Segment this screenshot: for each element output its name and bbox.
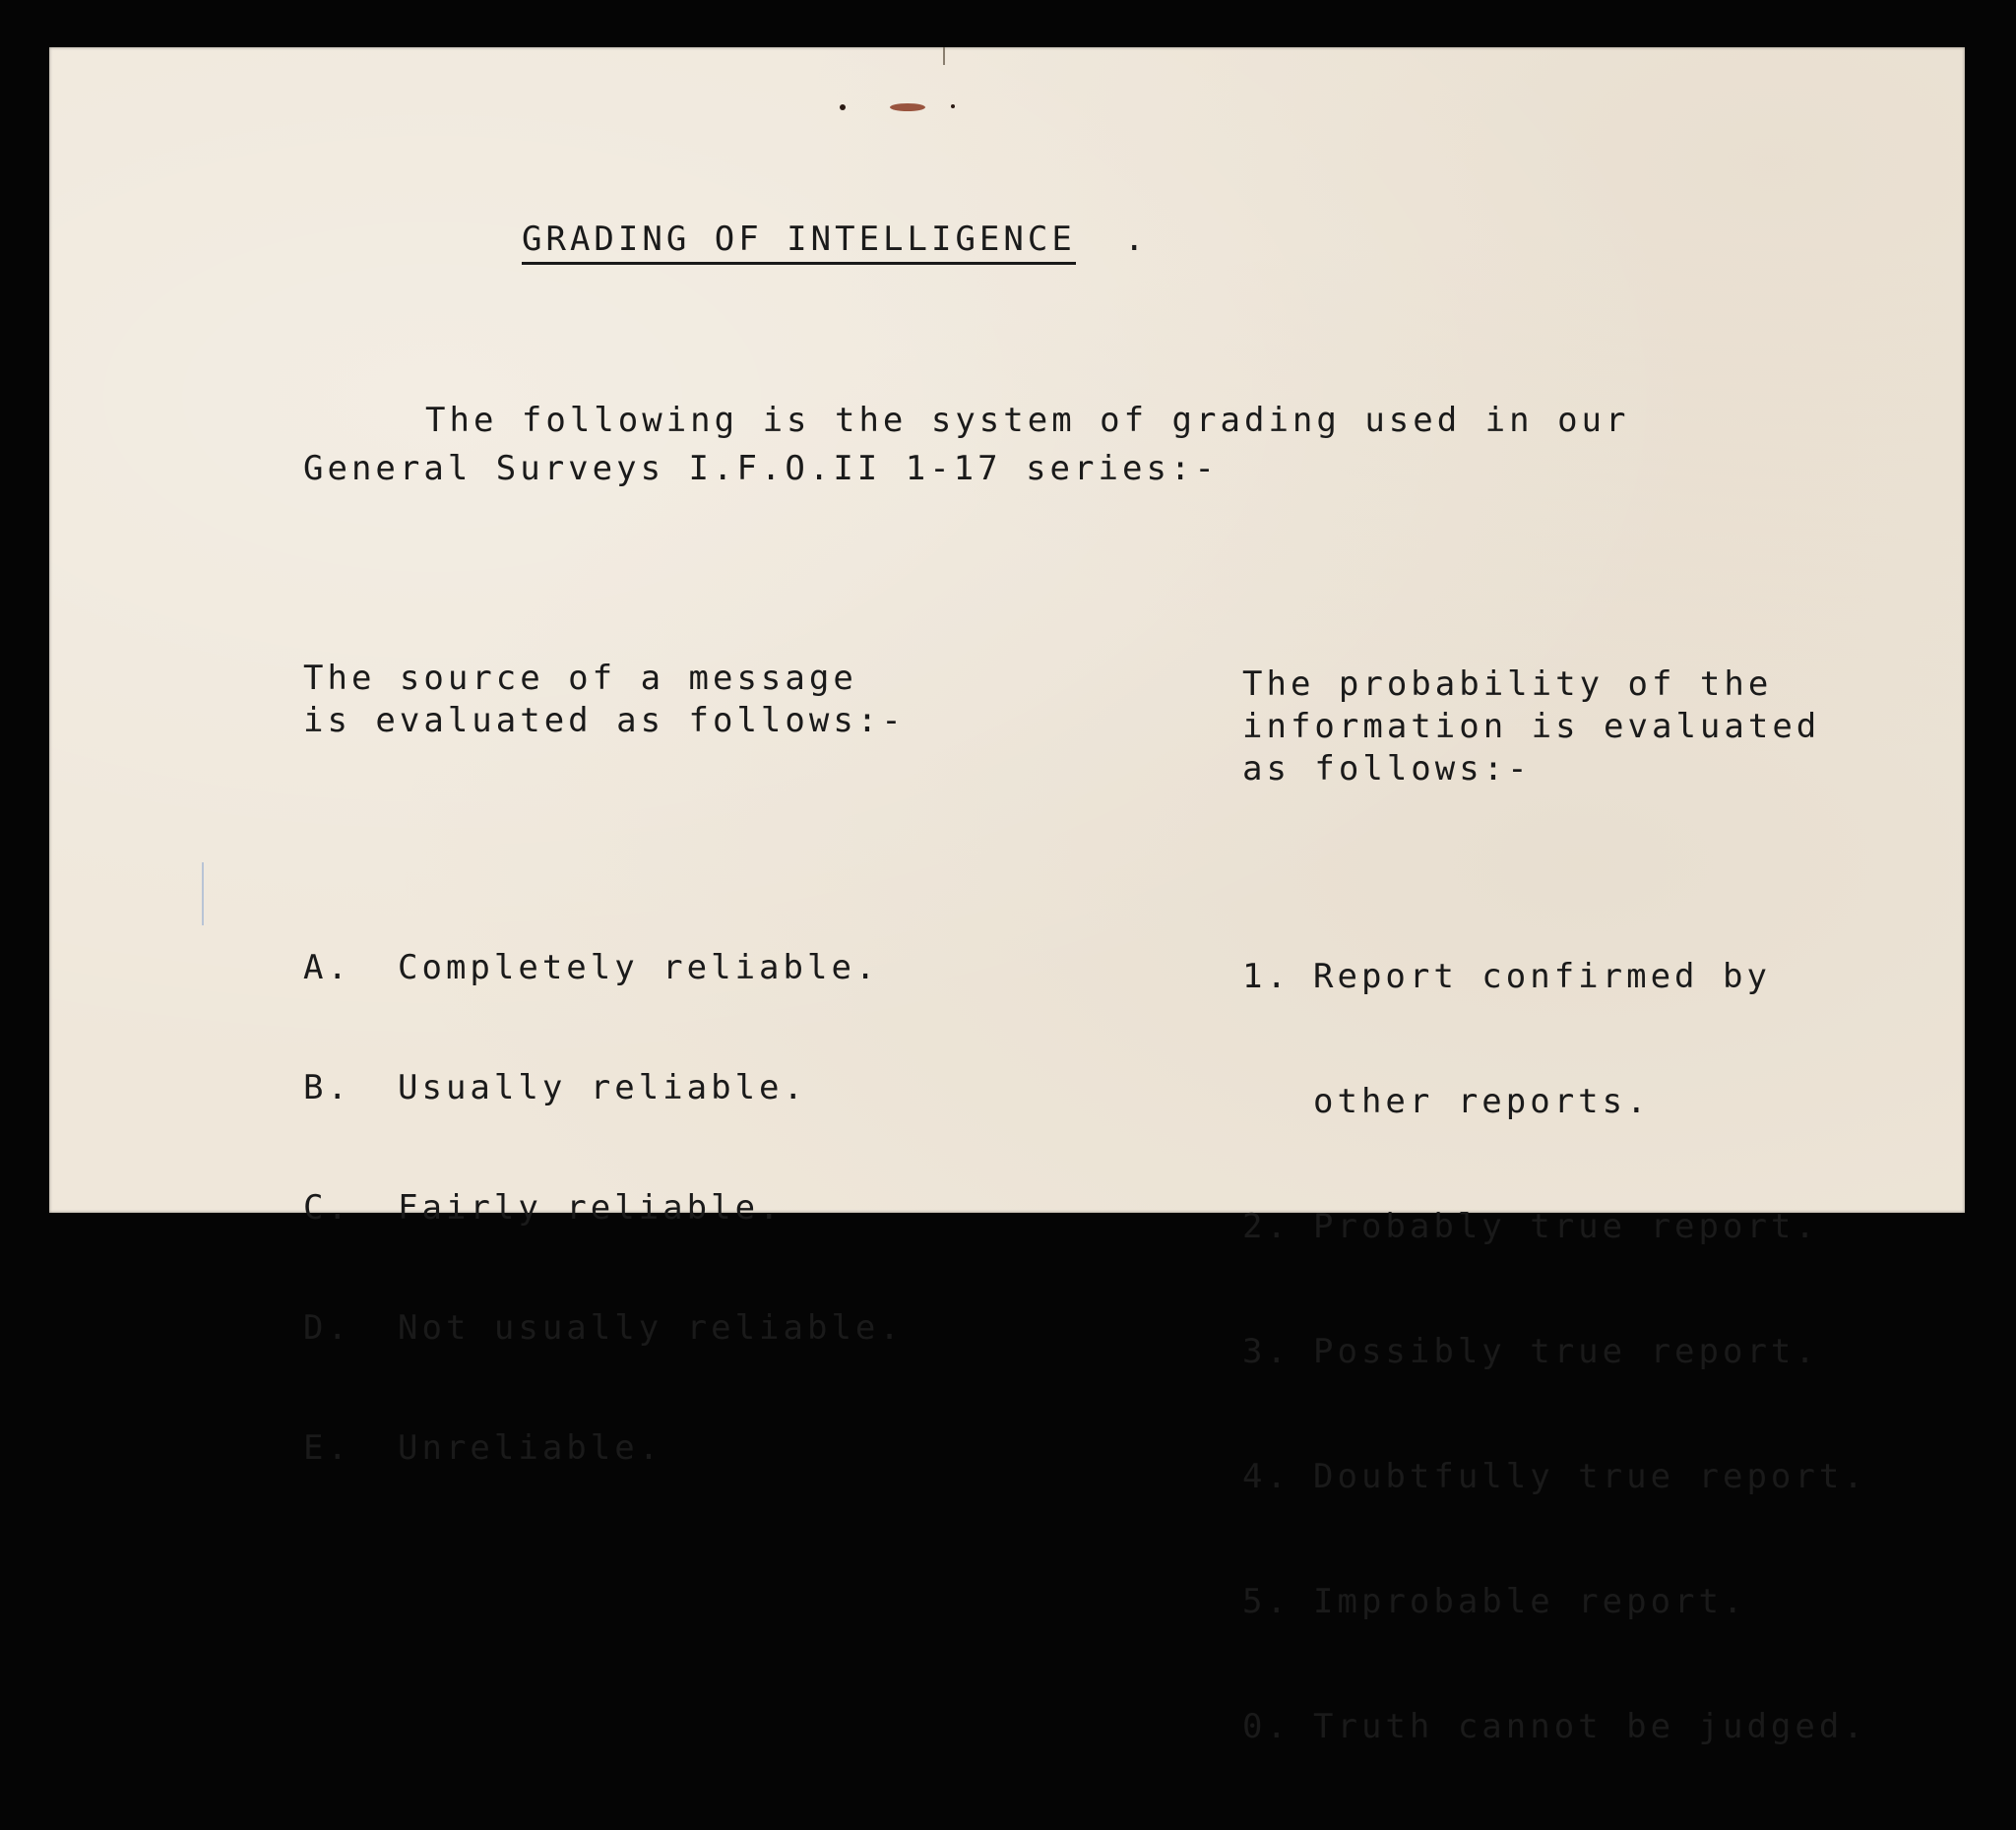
probability-heading-line-1: The probability of the bbox=[1242, 664, 1773, 704]
document-title: GRADING OF INTELLIGENCE bbox=[522, 219, 1076, 265]
margin-mark bbox=[202, 862, 204, 925]
source-grade-item bbox=[303, 1069, 904, 1106]
probability-grade-item bbox=[1242, 1580, 1867, 1622]
source-grade-item bbox=[303, 1189, 904, 1227]
probability-grade-item bbox=[1242, 1205, 1867, 1247]
probability-grade-continuation bbox=[1242, 1080, 1867, 1122]
source-grade-letter: D. bbox=[303, 1308, 351, 1348]
probability-heading-line-2: information is evaluated bbox=[1242, 707, 1821, 746]
probability-grade-item bbox=[1242, 955, 1867, 997]
source-grade-item bbox=[303, 1429, 904, 1467]
source-grade-letter: A. bbox=[303, 948, 351, 987]
paper-crease-mark bbox=[943, 47, 945, 65]
intro-line-2: General Surveys I.F.O.II 1-17 series:- bbox=[303, 449, 1219, 488]
source-grade-list bbox=[303, 866, 904, 1549]
source-grade-item bbox=[303, 1309, 904, 1347]
probability-heading-line-3: as follows:- bbox=[1242, 749, 1532, 789]
probability-grade-label: Improbable report. bbox=[1313, 1581, 1747, 1621]
source-heading-line-2: is evaluated as follows:- bbox=[303, 701, 906, 740]
probability-grade-number: 2. bbox=[1242, 1206, 1291, 1246]
probability-grade-number: 4. bbox=[1242, 1456, 1291, 1496]
intro-line-1: The following is the system of grading used in our bbox=[425, 401, 1630, 440]
probability-grade-number: 0. bbox=[1242, 1706, 1291, 1746]
probability-grade-label: Possibly true report. bbox=[1313, 1331, 1819, 1371]
probability-grade-label: Doubtfully true report. bbox=[1313, 1456, 1867, 1496]
source-grade-label: Usually reliable. bbox=[398, 1068, 807, 1107]
source-heading-line-1: The source of a message bbox=[303, 659, 857, 698]
probability-grade-item bbox=[1242, 1705, 1867, 1747]
probability-grade-number: 5. bbox=[1242, 1581, 1291, 1621]
source-grade-letter: B. bbox=[303, 1068, 351, 1107]
probability-grade-number: 3. bbox=[1242, 1331, 1291, 1371]
source-grade-label: Fairly reliable. bbox=[398, 1188, 784, 1228]
source-grade-item bbox=[303, 949, 904, 986]
probability-grade-number: 1. bbox=[1242, 956, 1291, 996]
probability-grade-continuation-text: other reports. bbox=[1313, 1081, 1651, 1121]
source-grade-label: Not usually reliable. bbox=[398, 1308, 904, 1348]
title-period: . bbox=[1124, 220, 1149, 259]
source-grade-label: Unreliable. bbox=[398, 1428, 663, 1468]
probability-grade-item bbox=[1242, 1330, 1867, 1372]
ink-stain-mark bbox=[837, 98, 955, 118]
source-grade-label: Completely reliable. bbox=[398, 948, 880, 987]
probability-grade-label: Report confirmed by bbox=[1313, 956, 1771, 996]
probability-grade-label: Probably true report. bbox=[1313, 1206, 1819, 1246]
source-grade-letter: C. bbox=[303, 1188, 351, 1228]
source-grade-letter: E. bbox=[303, 1428, 351, 1468]
probability-grade-item bbox=[1242, 1455, 1867, 1497]
probability-grade-label: Truth cannot be judged. bbox=[1313, 1706, 1867, 1746]
probability-grade-list bbox=[1242, 872, 1867, 1830]
